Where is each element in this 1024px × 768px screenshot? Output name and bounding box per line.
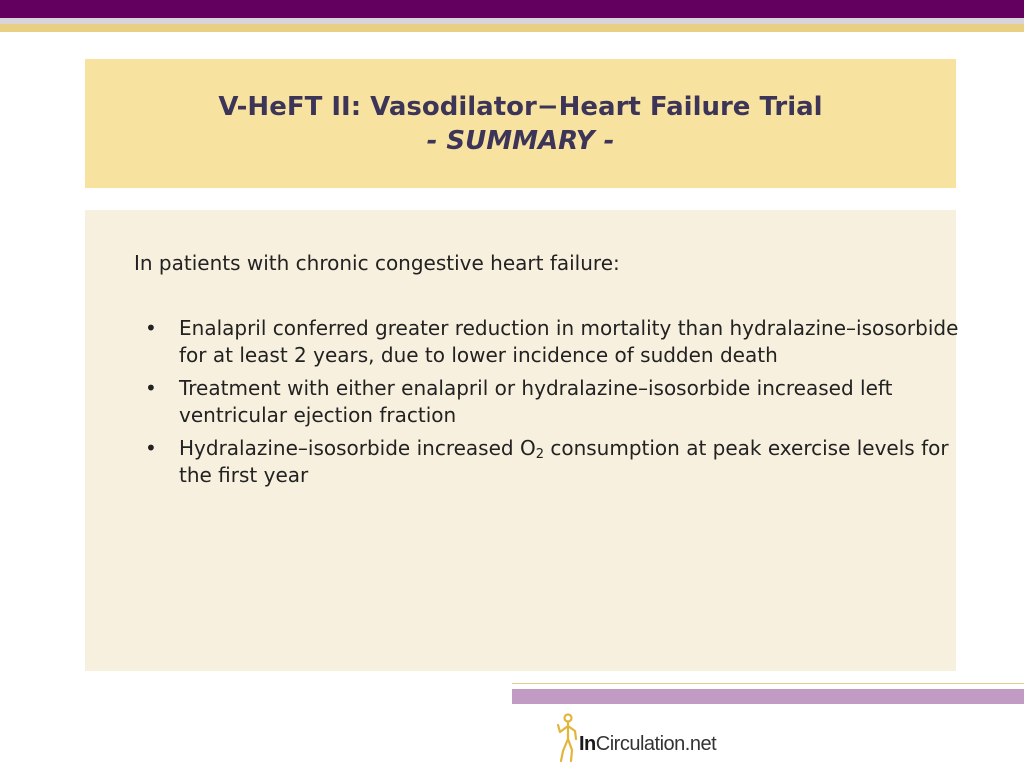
slide-subtitle: - SUMMARY - <box>426 125 615 156</box>
footer-lilac-bar <box>512 689 1024 704</box>
logo-wordmark <box>579 733 716 763</box>
intro-text: In patients with chronic congestive heart failure: <box>134 251 620 275</box>
slide-title: V-HeFT II: Vasodilator−Heart Failure Trial <box>218 91 823 122</box>
top-purple-bar <box>0 0 1024 18</box>
bullet-text-after: consumption at peak exercise levels for the first year <box>179 436 949 487</box>
bullet-text-before: Hydralazine–isosorbide increased O <box>179 436 536 460</box>
bullet-item <box>139 375 959 429</box>
incirculation-logo <box>556 711 716 763</box>
content-box <box>85 210 959 671</box>
bullet-marker: • <box>145 436 157 460</box>
footer-gold-rule <box>512 683 1024 684</box>
title-box <box>85 59 956 188</box>
bullet-item <box>139 435 959 489</box>
logo-wordmark-rest: Circulation.net <box>595 733 717 755</box>
bullet-subscript: 2 <box>535 447 544 462</box>
top-gold-bar <box>0 24 1024 32</box>
bullet-text: Treatment with either enalapril or hydralazine–isosorbide increased left ventricular ejection fraction <box>179 376 893 427</box>
bullet-list <box>139 315 959 495</box>
bullet-marker: • <box>145 316 157 340</box>
person-figure-icon <box>556 713 578 763</box>
logo-wordmark-bold: In <box>579 733 596 755</box>
bullet-text: Enalapril conferred greater reduction in mortality than hydralazine–isosorbide for at least 2 years, due to lower incidence of sudden death <box>179 316 959 367</box>
bullet-marker: • <box>145 376 157 400</box>
bullet-item <box>139 315 959 369</box>
